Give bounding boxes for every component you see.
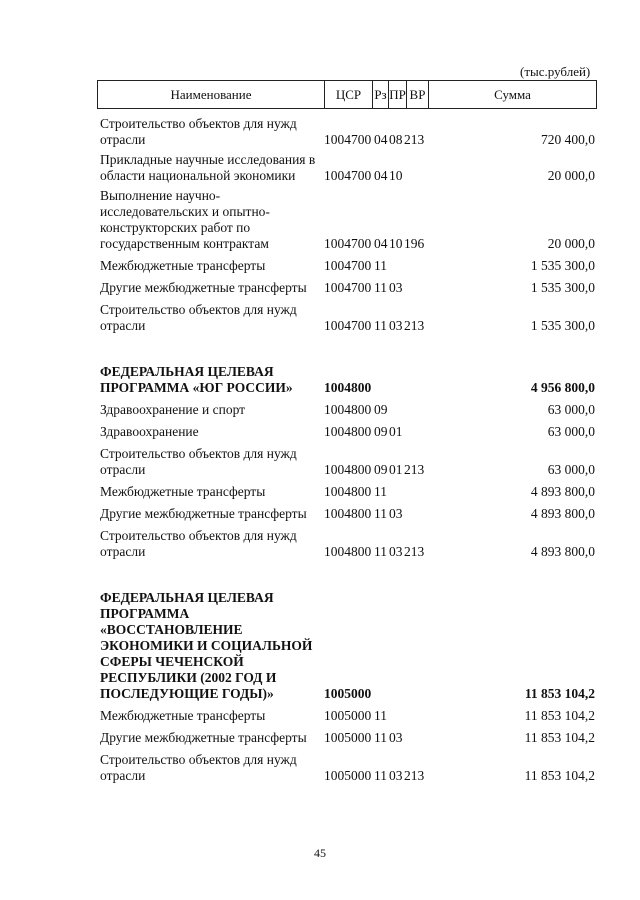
row-rz: 04 xyxy=(374,168,388,183)
row-rz: 09 xyxy=(374,424,388,439)
row-pr: 03 xyxy=(389,768,403,783)
row-sum: 1 535 300,0 xyxy=(530,280,595,295)
table-row xyxy=(97,302,597,334)
row-csr: 1005000 xyxy=(324,686,372,701)
row-rz: 04 xyxy=(374,236,388,251)
header-csr: ЦСР xyxy=(324,81,372,108)
row-vr: 213 xyxy=(404,318,425,333)
row-csr: 1004800 xyxy=(324,402,372,417)
table-row xyxy=(97,258,597,274)
row-sum: 1 535 300,0 xyxy=(530,258,595,273)
table-row xyxy=(97,188,597,252)
row-name: Строительство объектов для нужд отрасли xyxy=(100,302,297,333)
units-label: (тыс.рублей) xyxy=(520,64,591,79)
row-vr: 213 xyxy=(404,462,425,477)
table-row xyxy=(97,730,597,746)
row-pr: 01 xyxy=(389,462,403,477)
row-sum: 20 000,0 xyxy=(547,168,595,183)
table-row xyxy=(97,152,597,184)
row-name: Строительство объектов для нужд отрасли xyxy=(100,116,297,147)
row-vr: 213 xyxy=(404,768,425,783)
row-sum: 720 400,0 xyxy=(541,132,595,147)
row-name: Строительство объектов для нужд отрасли xyxy=(100,752,297,783)
row-rz: 11 xyxy=(374,768,387,783)
row-rz: 11 xyxy=(374,484,387,499)
table-row xyxy=(97,528,597,560)
row-name: ФЕДЕРАЛЬНАЯ ЦЕЛЕВАЯ ПРОГРАММА «ВОССТАНОВЛЕНИЕ ЭКОНОМИКИ И СОЦИАЛЬНОЙ СФЕРЫ ЧЕЧЕНСКОЙ РЕСПУБЛИКИ (2002 ГОД И ПОСЛЕДУЮЩИЕ ГОДЫ)» xyxy=(100,590,313,701)
header-pr: ПР xyxy=(388,81,406,108)
row-csr: 1004800 xyxy=(324,544,372,559)
table-row xyxy=(97,484,597,500)
table-row xyxy=(97,752,597,784)
row-name: Здравоохранение xyxy=(100,424,199,439)
row-csr: 1004800 xyxy=(324,462,372,477)
row-name: ФЕДЕРАЛЬНАЯ ЦЕЛЕВАЯ ПРОГРАММА «ЮГ РОССИИ» xyxy=(100,364,293,395)
row-name: Выполнение научно-исследовательских и опытно-конструкторских работ по государственным контрактам xyxy=(100,188,270,251)
row-sum: 11 853 104,2 xyxy=(524,686,595,701)
row-name: Строительство объектов для нужд отрасли xyxy=(100,446,297,477)
row-rz: 11 xyxy=(374,318,387,333)
row-rz: 11 xyxy=(374,708,387,723)
row-vr: 213 xyxy=(404,132,425,147)
row-sum: 63 000,0 xyxy=(547,402,595,417)
row-sum: 1 535 300,0 xyxy=(530,318,595,333)
table-row xyxy=(97,364,597,396)
row-rz: 09 xyxy=(374,402,388,417)
row-sum: 4 893 800,0 xyxy=(530,544,595,559)
row-pr: 03 xyxy=(389,506,403,521)
table-row xyxy=(97,446,597,478)
row-sum: 11 853 104,2 xyxy=(524,730,595,745)
row-csr: 1004800 xyxy=(324,380,372,395)
row-name: Строительство объектов для нужд отрасли xyxy=(100,528,297,559)
table-row xyxy=(97,590,597,702)
table-row xyxy=(97,116,597,148)
row-name: Прикладные научные исследования в области национальной экономики xyxy=(100,152,316,183)
row-vr: 213 xyxy=(404,544,425,559)
table-row xyxy=(97,402,597,418)
row-pr: 03 xyxy=(389,544,403,559)
row-csr: 1005000 xyxy=(324,768,372,783)
row-name: Межбюджетные трансферты xyxy=(100,708,266,723)
row-csr: 1004700 xyxy=(324,132,372,147)
row-name: Межбюджетные трансферты xyxy=(100,484,266,499)
row-name: Другие межбюджетные трансферты xyxy=(100,730,307,745)
row-sum: 11 853 104,2 xyxy=(524,708,595,723)
row-sum: 11 853 104,2 xyxy=(524,768,595,783)
table-row xyxy=(97,424,597,440)
row-csr: 1005000 xyxy=(324,708,372,723)
row-sum: 20 000,0 xyxy=(547,236,595,251)
row-sum: 63 000,0 xyxy=(547,462,595,477)
row-csr: 1004700 xyxy=(324,236,372,251)
row-rz: 11 xyxy=(374,258,387,273)
row-csr: 1004700 xyxy=(324,168,372,183)
table-header xyxy=(97,80,597,109)
row-csr: 1004700 xyxy=(324,318,372,333)
header-name: Наименование xyxy=(170,87,252,102)
header-rz: Рз xyxy=(372,81,388,108)
row-pr: 10 xyxy=(389,168,403,183)
row-csr: 1004700 xyxy=(324,258,372,273)
header-vr: ВР xyxy=(406,81,428,108)
row-sum: 4 893 800,0 xyxy=(530,484,595,499)
row-name: Другие межбюджетные трансферты xyxy=(100,506,307,521)
row-csr: 1004800 xyxy=(324,484,372,499)
table-row xyxy=(97,280,597,296)
table-body xyxy=(97,116,597,784)
table-row xyxy=(97,708,597,724)
row-rz: 11 xyxy=(374,544,387,559)
row-name: Межбюджетные трансферты xyxy=(100,258,266,273)
row-rz: 11 xyxy=(374,730,387,745)
row-sum: 4 956 800,0 xyxy=(530,380,595,395)
row-csr: 1004800 xyxy=(324,506,372,521)
row-sum: 4 893 800,0 xyxy=(530,506,595,521)
row-pr: 03 xyxy=(389,730,403,745)
row-rz: 04 xyxy=(374,132,388,147)
page-number: 45 xyxy=(314,846,326,860)
header-sum: Сумма xyxy=(428,81,596,108)
row-name: Другие межбюджетные трансферты xyxy=(100,280,307,295)
row-rz: 09 xyxy=(374,462,388,477)
table-row xyxy=(97,506,597,522)
row-csr: 1005000 xyxy=(324,730,372,745)
row-name: Здравоохранение и спорт xyxy=(100,402,246,417)
row-rz: 11 xyxy=(374,506,387,521)
row-rz: 11 xyxy=(374,280,387,295)
row-csr: 1004800 xyxy=(324,424,372,439)
row-sum: 63 000,0 xyxy=(547,424,595,439)
row-pr: 08 xyxy=(389,132,403,147)
row-pr: 01 xyxy=(389,424,403,439)
row-csr: 1004700 xyxy=(324,280,372,295)
row-pr: 10 xyxy=(389,236,403,251)
row-pr: 03 xyxy=(389,280,403,295)
row-pr: 03 xyxy=(389,318,403,333)
row-vr: 196 xyxy=(404,236,425,251)
